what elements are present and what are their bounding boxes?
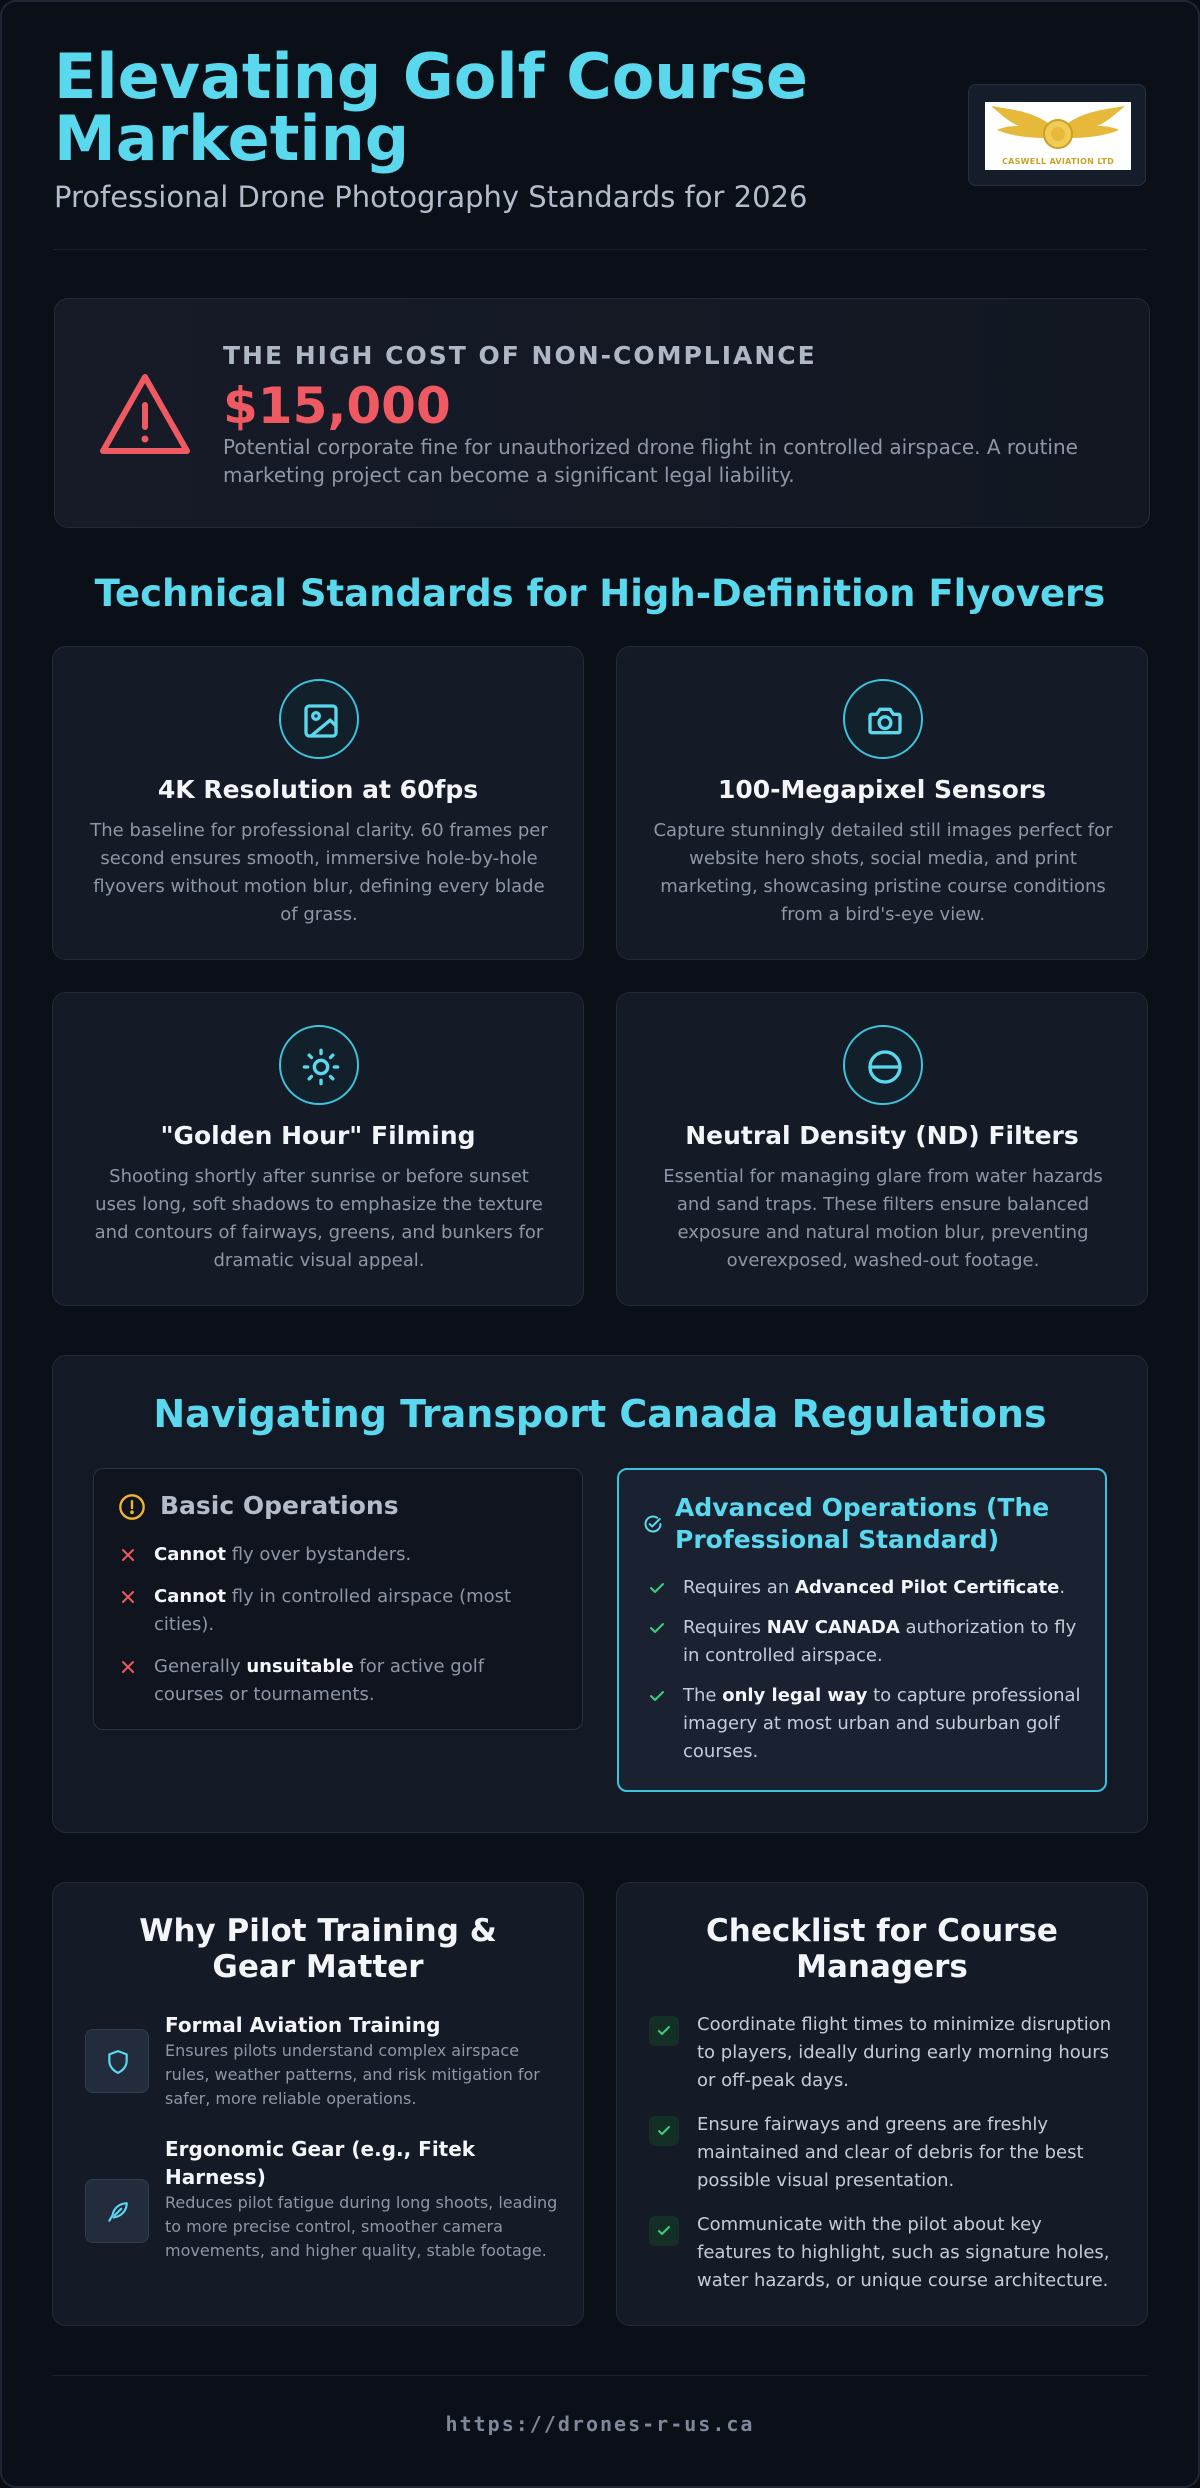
- footer-divider: [52, 2375, 1148, 2376]
- advanced-operations-title: Advanced Operations (The Professional Standard): [675, 1493, 1050, 1554]
- check-icon: [647, 1618, 667, 1638]
- page-subtitle: Professional Drone Photography Standards for 2026: [54, 180, 808, 214]
- item-text: The: [683, 1685, 723, 1706]
- cost-description: Potential corporate fine for unauthorized drone flight in controlled airspace. A routine marketing project can become a significant legal liability.: [223, 435, 1078, 487]
- item-bold: Cannot: [154, 1544, 226, 1565]
- basic-operations-box: [93, 1468, 583, 1730]
- training-item-title: Formal Aviation Training: [165, 2013, 441, 2037]
- technical-heading: Technical Standards for High-Definition Flyovers: [94, 572, 1106, 615]
- item-text: for active golf courses or tournaments.: [154, 1656, 485, 1705]
- cross-icon: [118, 1587, 138, 1607]
- check-circle-icon: [643, 1514, 663, 1534]
- training-item-description: Reduces pilot fatigue during long shoots, leading to more precise control, smoother camera movements, and higher quality, stable footage.: [165, 2193, 558, 2260]
- check-icon: [647, 1686, 667, 1706]
- item-text: Requires: [683, 1617, 767, 1638]
- item-text: fly over bystanders.: [225, 1544, 412, 1565]
- feature-description: Essential for managing glare from water hazards and sand traps. These filters ensure balanced exposure and natural motion blur, preventing overexposed, washed-out footage.: [663, 1166, 1103, 1271]
- checklist-heading: Checklist for Course Managers: [706, 1913, 1058, 1985]
- alert-circle-icon: [118, 1493, 146, 1521]
- checklist-item: Communicate with the pilot about key features to highlight, such as signature holes, water hazards, or unique course architecture.: [697, 2214, 1110, 2291]
- advanced-operations-box: [617, 1468, 1107, 1792]
- item-text: Requires an: [683, 1577, 795, 1598]
- item-bold: only legal way: [722, 1685, 868, 1706]
- page-title: Elevating Golf Course Marketing: [54, 40, 808, 175]
- checkbox[interactable]: [649, 2216, 679, 2246]
- item-text: to capture professional imagery at most urban and suburban golf courses.: [683, 1685, 1081, 1762]
- feature-icon-circle: [843, 1025, 923, 1105]
- logo: [985, 102, 1131, 170]
- item-text: authorization to fly in controlled airspace.: [683, 1617, 1077, 1666]
- item-bold: Advanced Pilot Certificate: [794, 1577, 1060, 1598]
- feature-title: 4K Resolution at 60fps: [157, 775, 479, 804]
- checkbox[interactable]: [649, 2116, 679, 2146]
- warning-triangle-icon: [97, 371, 193, 457]
- item-bold: Cannot: [154, 1586, 226, 1607]
- feature-icon-circle: [279, 1025, 359, 1105]
- feature-card-sensors: [616, 646, 1148, 960]
- training-heading: Why Pilot Training & Gear Matter: [139, 1913, 497, 1985]
- checklist-card: [616, 1882, 1148, 2326]
- sun-icon: [301, 1047, 341, 1087]
- feature-card-resolution: [52, 646, 584, 960]
- logo-container: [968, 84, 1146, 186]
- winged-emblem-icon: [985, 102, 1131, 158]
- feature-icon-circle: [843, 679, 923, 759]
- check-icon: [656, 2223, 672, 2239]
- feature-card-golden-hour: [52, 992, 584, 1306]
- cross-icon: [118, 1657, 138, 1677]
- cross-icon: [118, 1545, 138, 1565]
- item-bold: unsuitable: [246, 1656, 354, 1677]
- feature-description: Shooting shortly after sunrise or before sunset uses long, soft shadows to emphasize the texture and contours of fairways, greens, and bunkers for dramatic visual appeal.: [94, 1166, 544, 1271]
- item-text: .: [1059, 1577, 1066, 1598]
- logo-text: CASWELL AVIATION LTD: [1001, 157, 1115, 166]
- basic-operations-title: Basic Operations: [160, 1491, 399, 1520]
- filter-icon: [865, 1047, 905, 1087]
- header: [54, 2, 1146, 250]
- training-item-title: Ergonomic Gear (e.g., Fitek Harness): [165, 2137, 476, 2189]
- regulations-panel: [52, 1355, 1148, 1833]
- item-text: fly in controlled airspace (most cities).: [154, 1586, 512, 1635]
- checklist-item: Ensure fairways and greens are freshly maintained and clear of debris for the best possible visual presentation.: [697, 2114, 1084, 2191]
- training-icon-box: [85, 2179, 149, 2243]
- training-icon-box: [85, 2029, 149, 2093]
- feature-title: Neutral Density (ND) Filters: [685, 1121, 1079, 1150]
- check-icon: [656, 2023, 672, 2039]
- footer-url[interactable]: https://drones-r-us.ca: [445, 2412, 755, 2436]
- check-icon: [656, 2123, 672, 2139]
- feature-title: 100-Megapixel Sensors: [717, 775, 1046, 804]
- feature-card-nd-filters: [616, 992, 1148, 1306]
- cost-card: [54, 298, 1150, 528]
- check-icon: [647, 1578, 667, 1598]
- feature-title: "Golden Hour" Filming: [160, 1121, 476, 1150]
- feature-description: Capture stunningly detailed still images perfect for website hero shots, social media, and print marketing, showcasing pristine course conditions from a bird's-eye view.: [653, 820, 1113, 925]
- feature-description: The baseline for professional clarity. 60 frames per second ensures smooth, immersive hole-by-hole flyovers without motion blur, defining every blade of grass.: [90, 820, 548, 925]
- shield-icon: [105, 2049, 131, 2075]
- training-item-description: Ensures pilots understand complex airspace rules, weather patterns, and risk mitigation for safer, more reliable operations.: [165, 2041, 540, 2108]
- item-bold: NAV CANADA: [766, 1617, 900, 1638]
- feather-icon: [105, 2199, 131, 2225]
- checklist-item: Coordinate flight times to minimize disruption to players, ideally during early morning hours or off-peak days.: [697, 2014, 1112, 2091]
- camera-icon: [865, 701, 905, 741]
- regulations-heading: Navigating Transport Canada Regulations: [153, 1392, 1047, 1436]
- cost-label: THE HIGH COST OF NON-COMPLIANCE: [223, 341, 817, 370]
- checkbox[interactable]: [649, 2016, 679, 2046]
- cost-value: $15,000: [223, 377, 451, 435]
- item-text: Generally: [154, 1656, 247, 1677]
- image-icon: [301, 701, 341, 741]
- training-card: [52, 1882, 584, 2326]
- feature-icon-circle: [279, 679, 359, 759]
